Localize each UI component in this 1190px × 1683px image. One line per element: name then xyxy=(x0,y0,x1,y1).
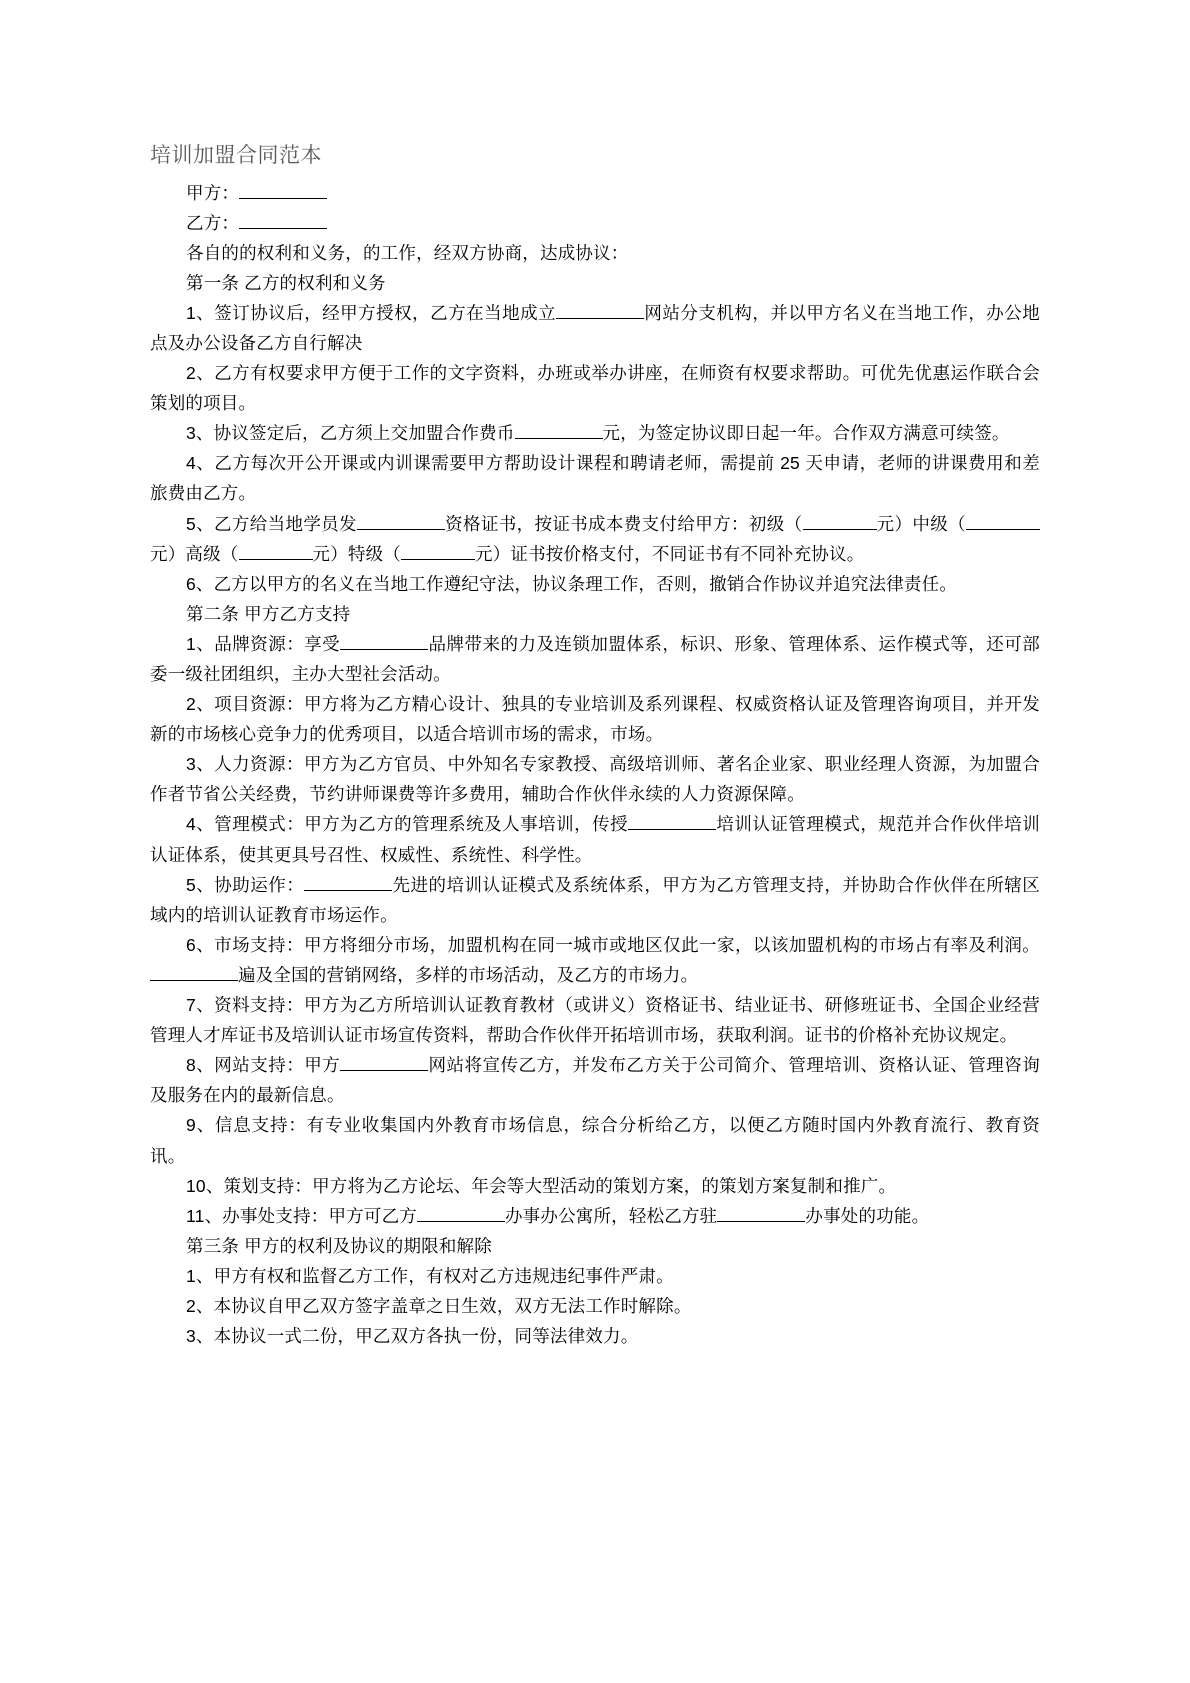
clause-3-2: 2、本协议自甲乙双方签字盖章之日生效，双方无法工作时解除。 xyxy=(186,1295,692,1316)
clause-2-5-text-b: 先进的培训认证模式及系统体系，甲方为乙方管理支持，并协助合作伙伴在所辖区域内的培训认证教育市场运作。 xyxy=(150,874,1040,925)
clause-1-5-blank-3 xyxy=(966,529,1040,530)
clause-1-3-text-b: 元，为签定协议即日起一年。合作双方满意可续签。 xyxy=(602,423,1010,444)
clause-2-6 xyxy=(150,930,1040,990)
section-3-heading: 第三条 甲方的权利及协议的期限和解除 xyxy=(186,1235,492,1256)
clause-2-11-text-c: 办事处的功能。 xyxy=(805,1205,930,1226)
clause-2-11 xyxy=(150,1201,1040,1231)
clause-2-11-blank-2 xyxy=(717,1221,805,1222)
clause-1-1-text-a: 1、签订协议后，经甲方授权，乙方在当地成立 xyxy=(186,302,557,323)
clause-1-5-text-f: 元）证书按价格支付，不同证书有不同补充协议。 xyxy=(475,543,865,564)
clause-1-5-text-e: 元）特级（ xyxy=(312,543,401,564)
clause-2-6-text-b: 遍及全国的营销网络，多样的市场活动，及乙方的市场力。 xyxy=(238,964,699,985)
clause-1-6: 6、乙方以甲方的名义在当地工作遵纪守法，协议条理工作，否则，撤销合作协议并追究法律责任。 xyxy=(186,573,958,594)
clause-2-6-text-a: 6、市场支持：甲方将细分市场，加盟机构在同一城市或地区仅此一家，以该加盟机构的市场占有率及利润。 xyxy=(186,934,1040,955)
clause-1-3-blank xyxy=(515,438,603,439)
clause-2-9: 9、信息支持：有专业收集国内外教育市场信息，综合分析给乙方，以便乙方随时国内外教育流行、教育资讯。 xyxy=(150,1115,1040,1166)
clause-2-1 xyxy=(150,629,1040,689)
clause-3-3: 3、本协议一式二份，甲乙双方各执一份，同等法律效力。 xyxy=(186,1326,639,1347)
party-a-label: 甲方： xyxy=(186,182,240,203)
party-b-line xyxy=(150,208,1040,238)
clause-2-5 xyxy=(150,870,1040,930)
clause-1-1 xyxy=(150,298,1040,358)
clause-1-5-text-c: 元）中级（ xyxy=(876,513,967,534)
party-b-label: 乙方： xyxy=(186,212,240,233)
clause-2-8-blank xyxy=(340,1070,428,1071)
clause-2-11-blank-1 xyxy=(417,1221,505,1222)
clause-2-4-text-a: 4、管理模式：甲方为乙方的管理系统及人事培训，传授 xyxy=(186,814,629,835)
clause-1-5-blank-1 xyxy=(357,529,445,530)
clause-1-2: 2、乙方有权要求甲方便于工作的文字资料，办班或举办讲座，在师资有权要求帮助。可优先优惠运作联合会策划的项目。 xyxy=(150,363,1040,414)
clause-2-3: 3、人力资源：甲方为乙方官员、中外知名专家教授、高级培训师、著名企业家、职业经理人资源，为加盟合作者节省公关经费，节约讲师课费等许多费用，辅助合作伙伴永续的人力资源保障。 xyxy=(150,754,1040,805)
clause-1-1-text-b: 网站分支机构，并以甲方名义在当地工作，办公地点及办公设备乙方自行解决 xyxy=(150,302,1040,353)
clause-2-5-text-a: 5、协助运作： xyxy=(186,874,305,895)
clause-2-4 xyxy=(150,809,1040,869)
clause-1-3 xyxy=(150,418,1040,448)
clause-2-11-text-b: 办事办公寓所，轻松乙方驻 xyxy=(504,1205,718,1226)
clause-2-8 xyxy=(150,1050,1040,1110)
clause-2-1-text-a: 1、品牌资源：享受 xyxy=(186,633,341,654)
party-b-blank xyxy=(239,228,327,229)
clause-1-5-blank-5 xyxy=(401,559,475,560)
clause-1-5-blank-2 xyxy=(803,529,877,530)
clause-1-1-blank xyxy=(556,318,644,319)
section-2-heading: 第二条 甲方乙方支持 xyxy=(186,603,351,624)
clause-2-10: 10、策划支持：甲方将为乙方论坛、年会等大型活动的策划方案，的策划方案复制和推广。 xyxy=(186,1175,897,1196)
document-body xyxy=(150,178,1040,1352)
clause-1-5-text-d: 元）高级（ xyxy=(150,543,239,564)
clause-2-8-text-a: 8、网站支持：甲方 xyxy=(186,1055,341,1076)
clause-2-4-text-b: 培训认证管理模式，规范并合作伙伴培训认证体系，使其更具号召性、权威性、系统性、科学性。 xyxy=(150,814,1040,865)
clause-3-1: 1、甲方有权和监督乙方工作，有权对乙方违规违纪事件严肃。 xyxy=(186,1265,674,1286)
clause-1-3-text-a: 3、协议签定后，乙方须上交加盟合作费币 xyxy=(186,423,515,444)
clause-2-1-blank xyxy=(340,649,428,650)
clause-2-6-blank xyxy=(150,980,238,981)
page-title: 培训加盟合同范本 xyxy=(150,144,322,167)
clause-2-2: 2、项目资源：甲方将为乙方精心设计、独具的专业培训及系列课程、权威资格认证及管理咨询项目，并开发新的市场核心竞争力的优秀项目，以适合培训市场的需求，市场。 xyxy=(150,694,1040,745)
party-a-blank xyxy=(239,198,327,199)
clause-1-5-text-b: 资格证书，按证书成本费支付给甲方：初级（ xyxy=(444,513,803,534)
clause-1-4: 4、乙方每次开公开课或内训课需要甲方帮助设计课程和聘请老师，需提前 25 天申请，老师的讲课费用和差旅费由乙方。 xyxy=(150,453,1040,504)
clause-2-8-text-b: 网站将宣传乙方，并发布乙方关于公司简介、管理培训、资格认证、管理咨询及服务在内的最新信息。 xyxy=(150,1055,1040,1106)
clause-2-11-text-a: 11、办事处支持：甲方可乙方 xyxy=(186,1205,417,1226)
clause-1-5-blank-4 xyxy=(239,559,313,560)
party-a-line xyxy=(150,178,1040,208)
clause-1-5-text-a: 5、乙方给当地学员发 xyxy=(186,513,357,534)
clause-1-5 xyxy=(150,509,1040,569)
clause-2-4-blank xyxy=(628,829,716,830)
preamble: 各自的的权利和义务，的工作，经双方协商，达成协议： xyxy=(186,242,629,263)
clause-2-5-blank xyxy=(304,890,392,891)
clause-2-7: 7、资料支持：甲方为乙方所培训认证教育教材（或讲义）资格证书、结业证书、研修班证书、全国企业经营管理人才库证书及培训认证市场宣传资料，帮助合作伙伴开拓培训市场，获取利润。证书的价格补充协议规定。 xyxy=(150,995,1040,1046)
clause-2-1-text-b: 品牌带来的力及连锁加盟体系，标识、形象、管理体系、运作模式等，还可部委一级社团组织，主办大型社会活动。 xyxy=(150,633,1040,684)
section-1-heading: 第一条 乙方的权利和义务 xyxy=(186,272,386,293)
